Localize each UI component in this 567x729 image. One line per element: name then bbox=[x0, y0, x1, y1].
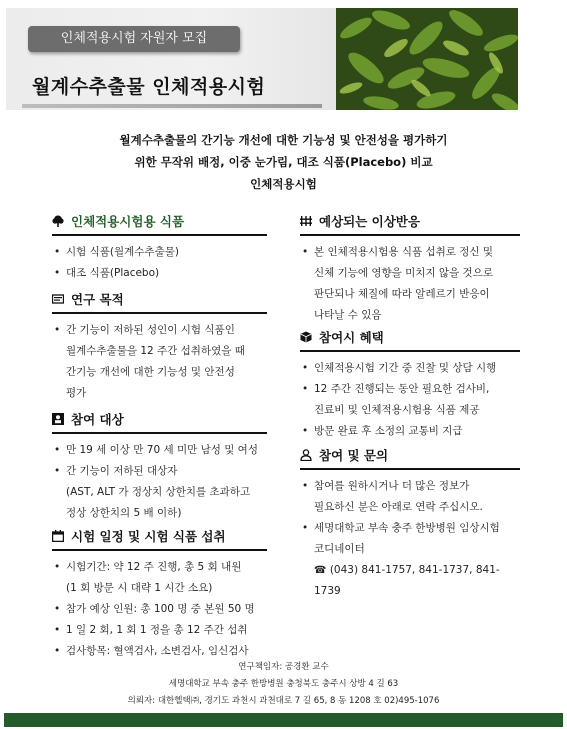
section-header bbox=[52, 289, 267, 309]
section-rule bbox=[300, 350, 520, 352]
person-icon bbox=[52, 413, 64, 425]
list-item: • 대조 식품(Placebo) bbox=[52, 263, 267, 284]
section-test-food bbox=[52, 211, 267, 284]
list-item: • 참가 예상 인원: 총 100 명 중 본원 50 명 bbox=[52, 599, 267, 620]
section-header bbox=[300, 211, 520, 231]
section-title: 참여 및 문의 bbox=[319, 448, 389, 463]
section-header bbox=[52, 526, 267, 546]
section-title: 연구 목적 bbox=[71, 292, 124, 307]
study-intro bbox=[0, 129, 567, 195]
laurel-leaves-photo bbox=[336, 8, 518, 110]
section-purpose bbox=[52, 289, 267, 404]
section-rule bbox=[52, 234, 267, 236]
list-item: • 본 인체적용시험용 식품 섭취로 정신 및 신체 기능에 영향을 미치지 않을 것으로 판단되나 체질에 따라 알레르기 반응이 나타날 수 있음 bbox=[300, 242, 520, 326]
list-item: • 만 19 세 이상 만 70 세 미만 남성 및 여성 bbox=[52, 440, 267, 461]
target-list bbox=[52, 440, 267, 524]
list-item: • 참여를 원하시거나 더 많은 정보가 필요하신 분은 아래로 연락 주십시오. bbox=[300, 476, 520, 518]
page-title: 월계수추출물 인체적용시험 bbox=[32, 76, 266, 98]
intro-line-2: 위한 무작위 배정, 이중 눈가림, 대조 식품(Placebo) 비교 bbox=[134, 155, 433, 169]
fence-icon bbox=[300, 215, 312, 227]
purpose-list bbox=[52, 320, 267, 404]
section-title: 인체적용시험용 식품 bbox=[71, 214, 185, 229]
intro-line-1: 월계수추출물의 간기능 개선에 대한 기능성 및 안전성을 평가하기 bbox=[119, 133, 448, 147]
list-item: • 인체적용시험 기간 중 진찰 및 상담 시행 bbox=[300, 358, 520, 379]
section-contact bbox=[300, 445, 520, 602]
section-benefits bbox=[300, 327, 520, 442]
document-icon bbox=[52, 293, 64, 305]
list-item: • 방문 완료 후 소정의 교통비 지급 bbox=[300, 421, 520, 442]
section-header bbox=[300, 327, 520, 347]
section-rule bbox=[300, 234, 520, 236]
footer-investigator: 연구책임자: 공경환 교수 bbox=[238, 662, 329, 672]
list-item: • 12 주간 진행되는 동안 필요한 검사비, 진료비 및 인체적용시험용 식품 제공 bbox=[300, 379, 520, 421]
header-banner bbox=[6, 8, 336, 110]
title-underline bbox=[22, 104, 322, 108]
section-header bbox=[52, 211, 267, 231]
section-rule bbox=[52, 312, 267, 314]
list-item: • 간 기능이 저하된 대상자 (AST, ALT 가 정상치 상한치를 초과하고 정상 상한치의 5 배 이하) bbox=[52, 461, 267, 524]
footer-hospital: 세명대학교 부속 충주 한방병원 충청북도 충주시 상방 4 길 63 bbox=[168, 679, 399, 689]
section-rule bbox=[52, 432, 267, 434]
contact-list bbox=[300, 476, 520, 602]
section-rule bbox=[300, 468, 520, 470]
section-adverse-reaction bbox=[300, 211, 520, 326]
user-icon bbox=[300, 449, 312, 461]
section-title: 참여시 혜택 bbox=[319, 330, 384, 345]
benefit-list bbox=[300, 358, 520, 442]
list-item: • 시험기간: 약 12 주 진행, 총 5 회 내원 (1 회 방문 시 대략 1 시간 소요) bbox=[52, 557, 267, 599]
phone-line bbox=[300, 560, 520, 602]
list-item: • 시험 식품(월계수추출물) bbox=[52, 242, 267, 263]
calendar-icon bbox=[52, 530, 64, 542]
phone-numbers: (043) 841-1757, 841-1737, 841-1739 bbox=[314, 564, 500, 597]
bottom-green-bar bbox=[4, 713, 563, 727]
section-header bbox=[52, 409, 267, 429]
section-target bbox=[52, 409, 267, 524]
cube-icon bbox=[300, 331, 312, 343]
schedule-list bbox=[52, 557, 267, 662]
food-list bbox=[52, 242, 267, 284]
reaction-list bbox=[300, 242, 520, 326]
list-item: • 1 일 2 회, 1 회 1 정을 총 12 주간 섭취 bbox=[52, 620, 267, 641]
recruitment-badge: 인체적용시험 자원자 모집 bbox=[28, 26, 240, 52]
section-title: 예상되는 이상반응 bbox=[319, 214, 420, 229]
footer bbox=[0, 659, 567, 710]
section-rule bbox=[52, 549, 267, 551]
tree-icon bbox=[52, 215, 64, 227]
list-item: • 세명대학교 부속 충주 한방병원 임상시험 코디네이터 bbox=[300, 518, 520, 560]
list-item: • 검사항목: 혈액검사, 소변검사, 임신검사 bbox=[52, 641, 267, 662]
section-header bbox=[300, 445, 520, 465]
footer-sponsor: 의뢰자: 대한헬택㈜, 경기도 과천시 과천대로 7 길 65, 8 동 1208 호 02)495-1076 bbox=[127, 696, 440, 706]
list-item: • 간 기능이 저하된 성인이 시험 식품인 월계수추출물을 12 주간 섭취하였을 때 간기능 개선에 대한 기능성 및 안전성 평가 bbox=[52, 320, 267, 404]
section-title: 시험 일정 및 시험 식품 섭취 bbox=[71, 529, 226, 544]
section-title: 참여 대상 bbox=[71, 412, 124, 427]
phone-icon: ☎ bbox=[314, 565, 327, 576]
intro-line-3: 인체적용시험 bbox=[250, 177, 317, 191]
section-schedule bbox=[52, 526, 267, 662]
